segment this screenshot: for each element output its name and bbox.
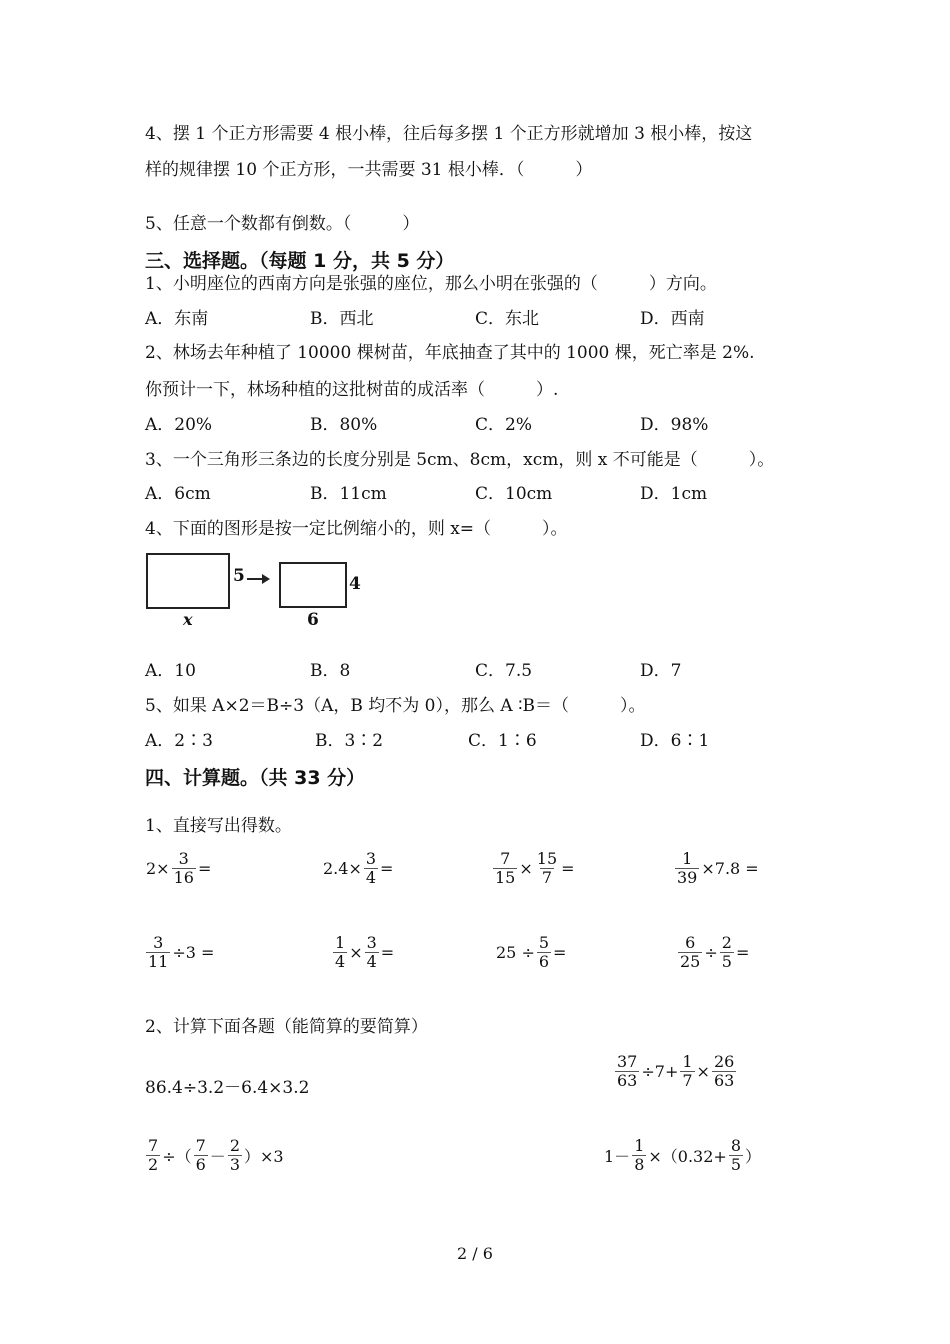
denominator: 63 [713,1071,735,1090]
expr-text: 1－ [604,1147,631,1166]
small-rect-bottom-label: 6 [307,610,319,630]
equals-sign: = [197,859,212,878]
q3-option-a: A．6cm [145,484,211,504]
expr-text: 2× [146,859,170,878]
q2-option-c: C．2% [475,415,532,435]
denominator: 2 [148,1155,159,1174]
q3-option-c: C．10cm [475,484,553,504]
denominator: 6 [195,1155,206,1174]
equals-sign: = [553,943,567,962]
q1-option-c: C．东北 [475,309,540,329]
numerator: 1 [682,1052,693,1071]
q4-text: 4、下面的图形是按一定比例缩小的，则 x=（ ）。 [145,519,568,539]
numerator: 1 [682,849,693,868]
expr-text: 2.4× [323,859,362,878]
fraction [228,1137,242,1174]
section4-sub1: 1、直接写出得数。 [145,816,292,836]
expr-text: ÷7+ [641,1062,679,1081]
direct-expr-7 [495,934,567,971]
denominator: 8 [634,1155,645,1174]
numerator: 37 [617,1052,638,1071]
numerator: 15 [536,849,558,868]
expr-text: ）×3 [244,1147,284,1166]
numerator: 3 [178,849,189,868]
numerator: 7 [195,1136,206,1155]
q2-text: 2、林场去年种植了 10000 棵树苗，年底抽查了其中的 1000 棵，死亡率是 2%. [145,343,755,363]
large-rect-bottom-label: x [183,610,193,629]
fraction [333,934,347,971]
calc-expr-1: 86.4÷3.2－6.4×3.2 [145,1078,310,1098]
q1-option-b: B．西北 [310,309,374,329]
numerator: 2 [721,933,732,952]
judge-q4-line1: 4、摆 1 个正方形需要 4 根小棒，往后每多摆 1 个正方形就增加 3 根小棒，按这 [145,124,753,144]
q2-text2: 你预计一下，林场种植的这批树苗的成活率（ ）. [145,380,559,400]
operator: × [696,1062,710,1081]
denominator: 4 [335,952,346,971]
section4-sub2: 2、计算下面各题（能简算的要简算） [145,1017,428,1037]
q5-text: 5、如果 A×2＝B÷3（A，B 均不为 0），那么 A ∶B＝（ ）。 [145,696,646,716]
expr-text: ） [745,1147,762,1166]
page-number: 2 / 6 [457,1244,493,1263]
q2-option-b: B．80% [310,415,378,435]
denominator: 5 [721,952,732,971]
denominator: 11 [148,952,169,971]
denominator: 63 [617,1071,638,1090]
equals-sign: = [735,943,750,962]
section4-title: 四、计算题。（共 33 分） [145,767,366,789]
q5-option-d: D．6∶1 [640,731,710,751]
denominator: 5 [730,1155,742,1174]
direct-expr-2 [322,850,394,887]
denominator: 6 [538,952,550,971]
denominator: 3 [229,1155,240,1174]
judge-q5: 5、任意一个数都有倒数。（ ） [145,214,420,234]
small-rect-side-label: 4 [349,574,361,594]
direct-expr-1 [145,850,212,887]
fraction [729,1137,743,1174]
expr-text: ×（0.32+ [648,1147,727,1166]
q1-text: 1、小明座位的西南方向是张强的座位，那么小明在张强的（ ）方向。 [145,274,717,294]
expr-text: ÷（ [162,1147,192,1166]
expr-text: ×7.8 = [701,859,759,878]
denominator: 15 [495,868,516,887]
numerator: 7 [500,849,511,868]
direct-expr-4 [674,850,760,887]
q2-option-d: D．98% [640,415,709,435]
denominator: 25 [680,952,701,971]
numerator: 2 [229,1136,240,1155]
fraction [720,934,734,971]
numerator: 7 [148,1136,159,1155]
fraction [535,850,559,887]
numerator: 3 [365,849,377,868]
q5-option-b: B．3∶2 [315,731,384,751]
fraction [365,934,379,971]
fraction [712,1053,736,1090]
fraction [615,1053,639,1090]
direct-expr-5 [145,934,215,971]
numerator: 1 [335,933,346,952]
q2-option-a: A．20% [145,415,213,435]
calc-expr-3 [145,1137,285,1174]
operator: × [519,859,533,878]
denominator: 16 [173,868,194,887]
numerator: 3 [153,933,164,952]
q4-figure [143,550,373,630]
fraction [675,850,699,887]
direct-expr-6 [332,934,395,971]
fraction [146,1137,160,1174]
arrow-shaft [247,578,263,580]
q1-option-d: D．西南 [640,309,705,329]
calc-expr-4 [603,1137,762,1174]
numerator: 26 [713,1052,735,1071]
numerator: 3 [366,933,377,952]
q1-option-a: A．东南 [145,309,209,329]
numerator: 5 [538,933,550,952]
q3-text: 3、一个三角形三条边的长度分别是 5cm、8cm，xcm，则 x 不可能是（ ）。 [145,450,775,470]
fraction [680,1053,694,1090]
operator: － [209,1147,226,1166]
fraction [172,850,196,887]
operator: ÷ [704,943,718,962]
direct-expr-3 [492,850,576,887]
q4-option-a: A．10 [145,661,196,681]
arrow-icon [262,574,270,584]
large-rectangle [146,553,230,609]
expr-text: 25 ÷ [496,943,535,962]
judge-q4-line2: 样的规律摆 10 个正方形，一共需要 31 根小棒．（ ） [145,160,593,180]
denominator: 7 [682,1071,693,1090]
direct-expr-8 [677,934,750,971]
q4-option-d: D．7 [640,661,682,681]
q5-option-c: C．1∶6 [468,731,537,751]
operator: × [349,943,363,962]
equals-sign: = [561,859,575,878]
fraction [146,934,170,971]
q5-option-a: A．2∶3 [145,731,213,751]
denominator: 4 [366,952,377,971]
fraction [678,934,702,971]
large-rect-side-label: 5 [233,566,245,586]
numerator: 8 [730,1136,742,1155]
section3-title: 三、选择题。（每题 1 分，共 5 分） [145,250,455,272]
equals-sign: = [380,859,394,878]
fraction [632,1137,646,1174]
fraction [537,934,551,971]
fraction [364,850,378,887]
numerator: 1 [634,1136,645,1155]
expr-text: ÷3 = [172,943,215,962]
q3-option-b: B．11cm [310,484,387,504]
equals-sign: = [380,943,395,962]
q3-option-d: D．1cm [640,484,708,504]
denominator: 4 [365,868,377,887]
fraction [194,1137,208,1174]
denominator: 39 [677,868,698,887]
q4-option-b: B．8 [310,661,351,681]
fraction [493,850,517,887]
calc-expr-2 [614,1053,737,1090]
small-rectangle [279,562,347,608]
denominator: 7 [541,868,553,887]
q4-option-c: C．7.5 [475,661,533,681]
numerator: 6 [685,933,696,952]
